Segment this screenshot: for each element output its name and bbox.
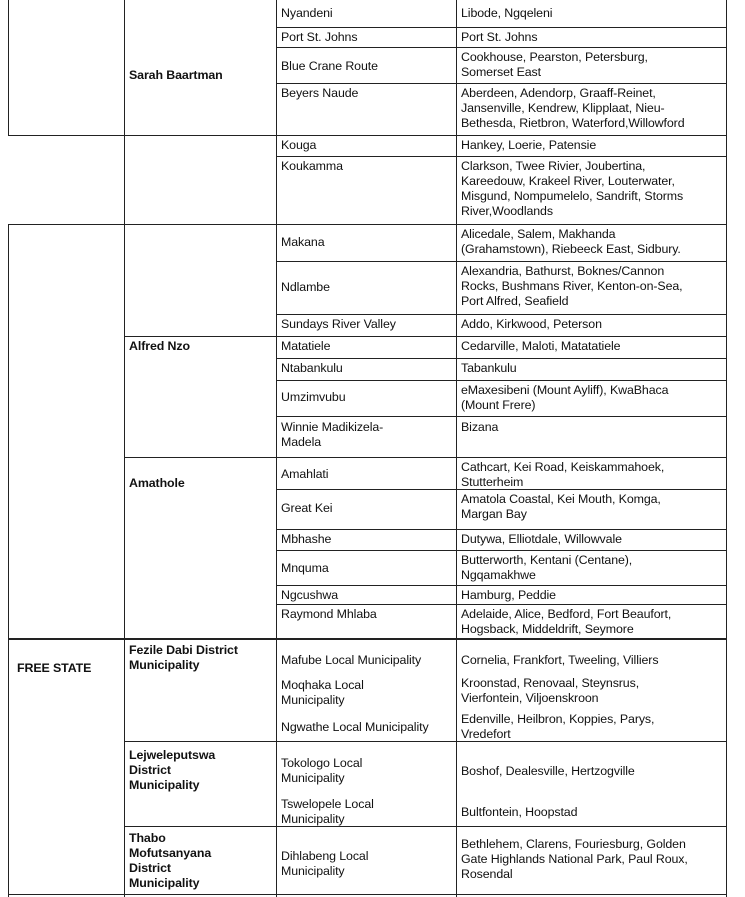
local-municipality-cell: Ngcushwa [281,588,339,602]
table-rule [8,0,9,136]
table-rule [276,47,727,48]
district-cell: Alfred Nzo [129,339,190,353]
table-rule [124,894,727,895]
table-rule [276,27,727,28]
local-municipality-cell: Dihlabeng Local Municipality [281,849,369,878]
local-municipality-cell: Umzimvubu [281,390,346,404]
table-rule [276,380,727,381]
local-municipality-cell: Ngwathe Local Municipality [281,720,429,734]
table-rule [276,416,727,417]
local-municipality-cell: Sundays River Valley [281,317,396,331]
table-rule [124,457,727,458]
towns-cell: eMaxesibeni (Mount Ayliff), KwaBhaca (Mount Frere) [461,383,669,412]
table-rule [276,261,727,262]
towns-cell: Edenville, Heilbron, Koppies, Parys, Vredefort [461,712,655,741]
district-cell: Amathole [129,476,185,490]
towns-cell: Amatola Coastal, Kei Mouth, Komga, Margan Bay [461,492,661,521]
table-rule [124,741,727,742]
province-cell: FREE STATE [17,661,92,675]
district-cell: Thabo Mofutsanyana District Municipality [129,831,212,890]
table-rule [276,314,727,315]
table-rule [276,604,727,605]
local-municipality-cell: Great Kei [281,501,333,515]
table-rule [276,529,727,530]
towns-cell: Boshof, Dealesville, Hertzogville [461,764,635,778]
local-municipality-cell: Matatiele [281,339,331,353]
local-municipality-cell: Amahlati [281,467,329,481]
towns-cell: Dutywa, Elliotdale, Willowvale [461,532,622,546]
local-municipality-cell: Moqhaka Local Municipality [281,678,364,707]
towns-cell: Bethlehem, Clarens, Fouriesburg, Golden Gate Highlands National Park, Paul Roux, Rosendal [461,837,688,881]
local-municipality-cell: Ntabankulu [281,361,343,375]
towns-cell: Alicedale, Salem, Makhanda (Grahamstown), Riebeeck East, Sidbury. [461,227,681,256]
towns-cell: Bizana [461,420,499,434]
table-rule [276,489,727,490]
towns-cell: Libode, Ngqeleni [461,6,553,20]
towns-cell: Aberdeen, Adendorp, Graaff-Reinet, Jansenville, Kendrew, Klipplaat, Nieu- Bethesda, Rietbron, Waterford,Willowford [461,86,685,130]
local-municipality-cell: Mbhashe [281,532,332,546]
table-rule [276,83,727,84]
towns-cell: Butterworth, Kentani (Centane), Ngqamakhwe [461,553,633,582]
table-rule [8,225,9,897]
towns-cell: Cathcart, Kei Road, Keiskammahoek, Stutterheim [461,460,665,489]
table-rule [276,585,727,586]
local-municipality-cell: Nyandeni [281,6,333,20]
local-municipality-cell: Makana [281,235,325,249]
local-municipality-cell: Mafube Local Municipality [281,653,422,667]
towns-cell: Adelaide, Alice, Bedford, Fort Beaufort, Hogsback, Middeldrift, Seymore [461,607,672,636]
towns-cell: Alexandria, Bathurst, Boknes/Cannon Rocks, Bushmans River, Kenton-on-Sea, Port Alfred, Seafield [461,264,683,308]
local-municipality-cell: Kouga [281,138,317,152]
table-rule [124,135,727,136]
local-municipality-cell: Ndlambe [281,280,330,294]
towns-cell: Tabankulu [461,361,517,375]
towns-cell: Addo, Kirkwood, Peterson [461,317,602,331]
table-rule [276,550,727,551]
table-rule [8,224,124,225]
district-cell: Lejweleputswa District Municipality [129,748,216,792]
local-municipality-cell: Raymond Mhlaba [281,607,377,621]
table-rule [8,135,124,136]
local-municipality-cell: Winnie Madikizela- Madela [281,420,384,449]
local-municipality-cell: Port St. Johns [281,30,358,44]
district-cell: Fezile Dabi District Municipality [129,643,238,672]
table-rule [8,638,727,640]
local-municipality-cell: Mnquma [281,561,329,575]
local-municipality-cell: Tokologo Local Municipality [281,756,363,785]
table-rule [276,358,727,359]
towns-cell: Bultfontein, Hoopstad [461,805,578,819]
table-rule [8,894,124,895]
table-rule [124,336,727,337]
towns-cell: Cedarville, Maloti, Matatatiele [461,339,621,353]
local-municipality-cell: Tswelopele Local Municipality [281,797,374,826]
towns-cell: Port St. Johns [461,30,538,44]
district-cell: Sarah Baartman [129,68,223,82]
towns-cell: Hankey, Loerie, Patensie [461,138,597,152]
towns-cell: Kroonstad, Renovaal, Steynsrus, Vierfontein, Viljoenskroon [461,676,640,705]
local-municipality-cell: Blue Crane Route [281,59,378,73]
local-municipality-cell: Beyers Naude [281,86,359,100]
towns-cell: Cornelia, Frankfort, Tweeling, Villiers [461,653,659,667]
table-rule [276,156,727,157]
local-municipality-cell: Koukamma [281,159,343,173]
table-rule [124,826,727,827]
towns-cell: Hamburg, Peddie [461,588,556,602]
towns-cell: Clarkson, Twee Rivier, Joubertina, Kareedouw, Krakeel River, Louterwater, Misgund, Nompumelelo, Sandrift, Storms River,Woodlands [461,159,684,218]
towns-cell: Cookhouse, Pearston, Petersburg, Somerset East [461,50,648,79]
table-rule [124,224,727,225]
